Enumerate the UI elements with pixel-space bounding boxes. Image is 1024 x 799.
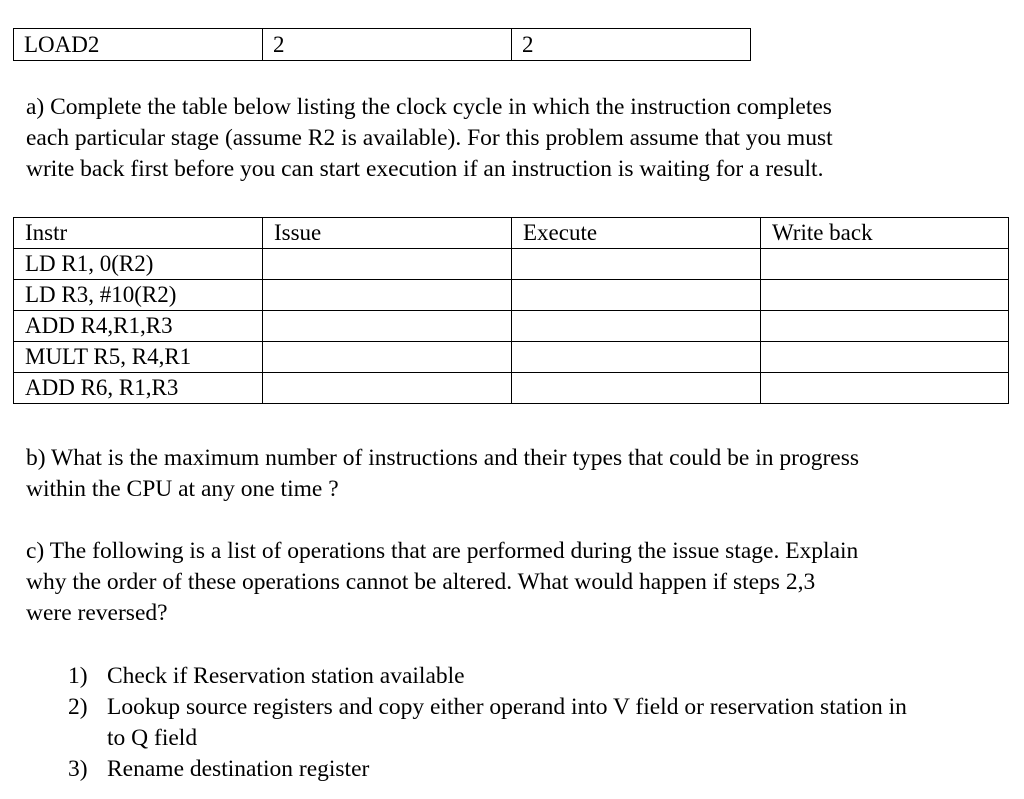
write-back-cell[interactable]: [761, 280, 1009, 311]
execute-cell[interactable]: [512, 280, 761, 311]
question-a-line: write back first before you can start execution if an instruction is waiting for a result.: [26, 156, 824, 182]
question-b: [26, 443, 859, 505]
stage-table: [13, 217, 1009, 404]
question-c: [26, 536, 858, 629]
step-text: Lookup source registers and copy either operand into V field or reservation station in to Q field: [107, 694, 907, 751]
table-row: [14, 342, 1009, 373]
list-item: [68, 661, 967, 692]
header-issue: Issue: [263, 218, 512, 249]
issue-cell[interactable]: [263, 280, 512, 311]
step-number: 3): [68, 756, 88, 782]
load-name-cell: LOAD2: [14, 29, 263, 61]
write-back-cell[interactable]: [761, 373, 1009, 404]
issue-cell[interactable]: [263, 311, 512, 342]
table-row: [14, 29, 751, 61]
table-row: [14, 249, 1009, 280]
issue-cell[interactable]: [263, 249, 512, 280]
issue-cell[interactable]: [263, 373, 512, 404]
list-item: [68, 754, 967, 785]
question-b-line: b) What is the maximum number of instructions and their types that could be in progress: [26, 445, 859, 471]
instr-cell: LD R3, #10(R2): [14, 280, 263, 311]
write-back-cell[interactable]: [761, 311, 1009, 342]
instr-cell: ADD R4,R1,R3: [14, 311, 263, 342]
load-value-cell: 2: [512, 29, 751, 61]
question-a-line: each particular stage (assume R2 is available). For this problem assume that you must: [26, 125, 833, 151]
write-back-cell[interactable]: [761, 342, 1009, 373]
table-row: [14, 280, 1009, 311]
execute-cell[interactable]: [512, 373, 761, 404]
instr-cell: LD R1, 0(R2): [14, 249, 263, 280]
header-write-back: Write back: [761, 218, 1009, 249]
issue-cell[interactable]: [263, 342, 512, 373]
question-c-line: why the order of these operations cannot be altered. What would happen if steps 2,3: [26, 569, 816, 595]
question-b-line: within the CPU at any one time ?: [26, 476, 339, 502]
step-text: Rename destination register: [107, 756, 370, 782]
instr-cell: ADD R6, R1,R3: [14, 373, 263, 404]
issue-steps-list: [68, 661, 967, 785]
execute-cell[interactable]: [512, 311, 761, 342]
load-value-cell: 2: [263, 29, 512, 61]
step-number: 2): [68, 694, 88, 720]
header-instr: Instr: [14, 218, 263, 249]
step-text: Check if Reservation station available: [107, 663, 465, 689]
question-a-line: a) Complete the table below listing the clock cycle in which the instruction completes: [26, 94, 832, 120]
table-header-row: [14, 218, 1009, 249]
list-item: [68, 692, 967, 754]
load-table: [13, 28, 751, 61]
step-number: 1): [68, 663, 88, 689]
question-c-line: c) The following is a list of operations that are performed during the issue stage. Explain: [26, 538, 859, 564]
execute-cell[interactable]: [512, 342, 761, 373]
table-row: [14, 373, 1009, 404]
question-a: [26, 92, 833, 185]
execute-cell[interactable]: [512, 249, 761, 280]
write-back-cell[interactable]: [761, 249, 1009, 280]
table-row: [14, 311, 1009, 342]
header-execute: Execute: [512, 218, 761, 249]
instr-cell: MULT R5, R4,R1: [14, 342, 263, 373]
question-c-line: were reversed?: [26, 600, 168, 626]
